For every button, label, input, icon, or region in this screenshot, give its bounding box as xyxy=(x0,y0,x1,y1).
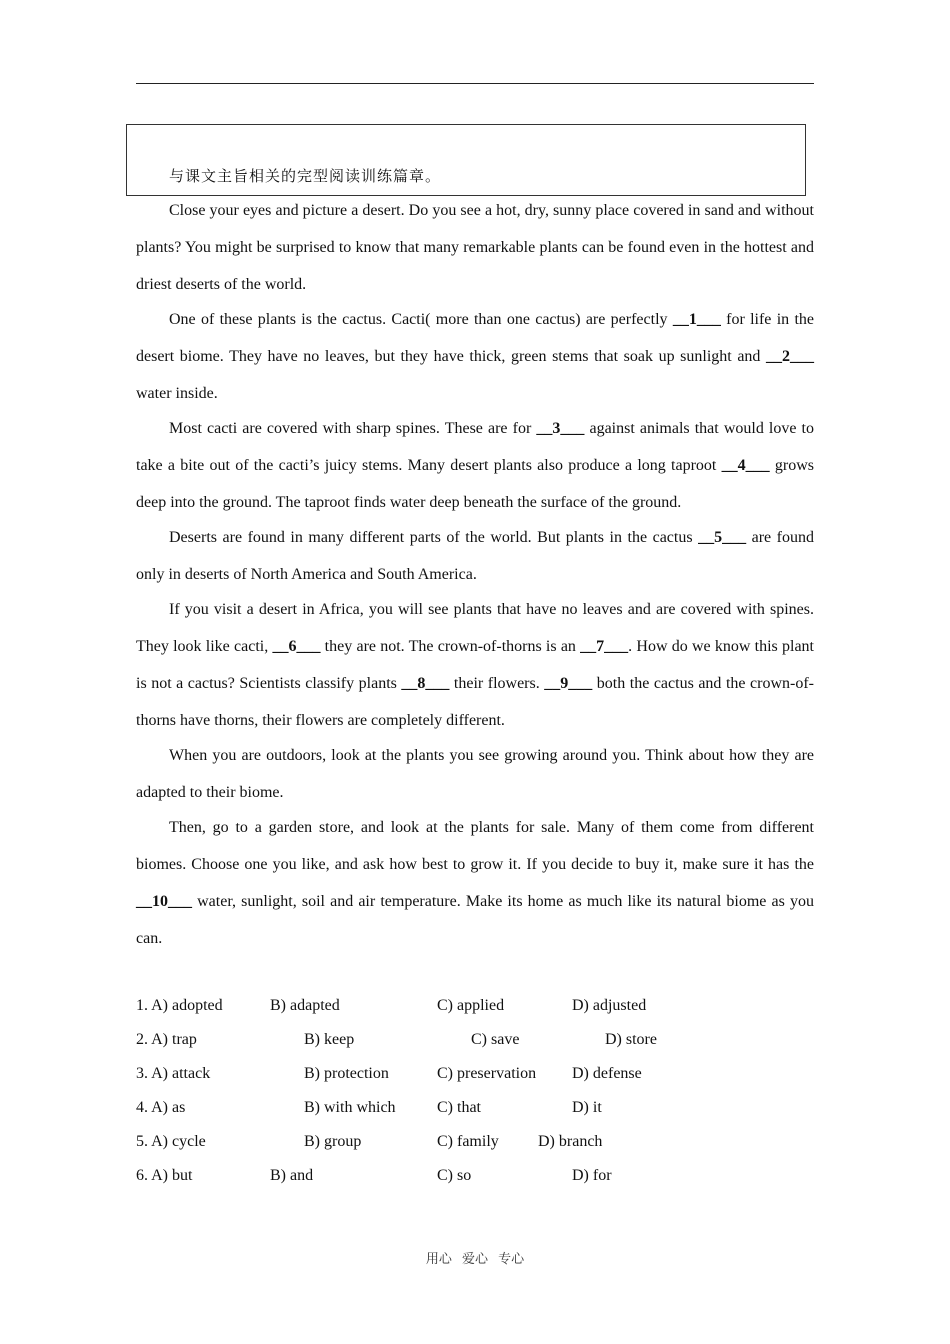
paragraph-6 xyxy=(136,737,814,811)
passage-text: Then, go to a garden store, and look at the plants for sale. Many of them come from different biomes. Choose one you like, and ask how best to grow it. If you decide to buy it, make sure it has the xyxy=(136,819,814,873)
option-d: D) branch xyxy=(538,1133,603,1150)
passage-text: they are not. The crown-of-thorns is an xyxy=(320,638,581,655)
passage-text: Deserts are found in many different parts of the world. But plants in the cactus xyxy=(169,529,699,546)
option-d: D) for xyxy=(572,1167,612,1184)
passage-text: One of these plants is the cactus. Cacti( more than one cactus) are perfectly xyxy=(169,311,673,328)
option-row xyxy=(136,1091,814,1125)
option-a: 5. A) cycle xyxy=(136,1133,206,1150)
option-d: D) adjusted xyxy=(572,997,647,1014)
option-c: C) so xyxy=(437,1167,472,1184)
blank-marker: __9___ xyxy=(544,675,593,692)
blank-marker: __7___ xyxy=(580,638,629,655)
passage-text: Most cacti are covered with sharp spines. These are for xyxy=(169,420,537,437)
option-c: C) that xyxy=(437,1099,481,1116)
option-row xyxy=(136,1125,814,1159)
passage-text: water inside. xyxy=(136,385,218,402)
intro-text: 与课文主旨相关的完型阅读训练篇章。 xyxy=(169,167,442,185)
option-a: 4. A) as xyxy=(136,1099,186,1116)
option-a: 6. A) but xyxy=(136,1167,193,1184)
option-row xyxy=(136,1057,814,1091)
passage-text: both the cactus and the crown-of-thorns have thorns, their flowers are completely different. xyxy=(136,675,814,729)
option-d: D) it xyxy=(572,1099,602,1116)
option-d: D) store xyxy=(605,1031,657,1048)
option-d: D) defense xyxy=(572,1065,642,1082)
option-row xyxy=(136,1023,814,1057)
blank-marker: __10___ xyxy=(136,893,192,910)
blank-marker: __8___ xyxy=(401,675,450,692)
option-b: B) group xyxy=(304,1133,362,1150)
option-b: B) with which xyxy=(304,1099,396,1116)
passage-text: their flowers. xyxy=(449,675,545,692)
option-b: B) and xyxy=(270,1167,314,1184)
paragraph-1 xyxy=(136,192,814,303)
option-b: B) protection xyxy=(304,1065,389,1082)
passage-text: water, sunlight, soil and air temperature. Make its home as much like its natural biome as you can. xyxy=(136,893,814,947)
passage-text: If you visit a desert in Africa, you will see plants that have no leaves and are covered with spines. They look like cacti, xyxy=(136,601,814,655)
passage-text: Close your eyes and picture a desert. Do you see a hot, dry, sunny place covered in sand and without plants? You might be surprised to know that many remarkable plants can be found even in the hottest and driest deserts of the world. xyxy=(136,202,814,293)
option-a: 2. A) trap xyxy=(136,1031,197,1048)
blank-marker: __2___ xyxy=(766,348,814,365)
page-footer: 用心 爱心 专心 xyxy=(425,1252,525,1267)
blank-marker: __5___ xyxy=(698,529,747,546)
passage-text: are found only in deserts of North America and South America. xyxy=(136,529,815,583)
option-b: B) keep xyxy=(304,1031,355,1048)
paragraph-5 xyxy=(136,591,814,739)
option-row xyxy=(136,1159,814,1193)
blank-marker: __4___ xyxy=(721,457,770,474)
passage-text: . How do we know this plant is not a cactus? Scientists classify plants xyxy=(136,638,814,692)
option-c: C) applied xyxy=(437,997,505,1014)
blank-marker: __6___ xyxy=(272,638,321,655)
paragraph-4 xyxy=(136,519,814,593)
paragraph-3 xyxy=(136,410,814,521)
passage-text: When you are outdoors, look at the plants you see growing around you. Think about how they are adapted to their biome. xyxy=(136,747,814,801)
passage xyxy=(136,192,814,955)
passage-text: grows deep into the ground. The taproot finds water deep beneath the surface of the ground. xyxy=(136,457,815,511)
header-rule xyxy=(136,83,814,84)
intro-box xyxy=(126,124,806,196)
answer-options xyxy=(136,989,814,1193)
option-a: 3. A) attack xyxy=(136,1065,211,1082)
option-b: B) adapted xyxy=(270,997,340,1014)
option-c: C) preservation xyxy=(437,1065,537,1082)
passage-text: for life in the desert biome. They have no leaves, but they have thick, green stems that soak up sunlight and xyxy=(136,311,815,365)
blank-marker: __3___ xyxy=(536,420,585,437)
option-c: C) save xyxy=(471,1031,520,1048)
paragraph-2 xyxy=(136,301,814,412)
option-c: C) family xyxy=(437,1133,499,1150)
option-row xyxy=(136,989,814,1023)
blank-marker: __1___ xyxy=(672,311,721,328)
option-a: 1. A) adopted xyxy=(136,997,223,1014)
paragraph-7 xyxy=(136,809,814,957)
passage-text: against animals that would love to take a bite out of the cacti’s juicy stems. Many desert plants also produce a long taproot xyxy=(136,420,814,474)
